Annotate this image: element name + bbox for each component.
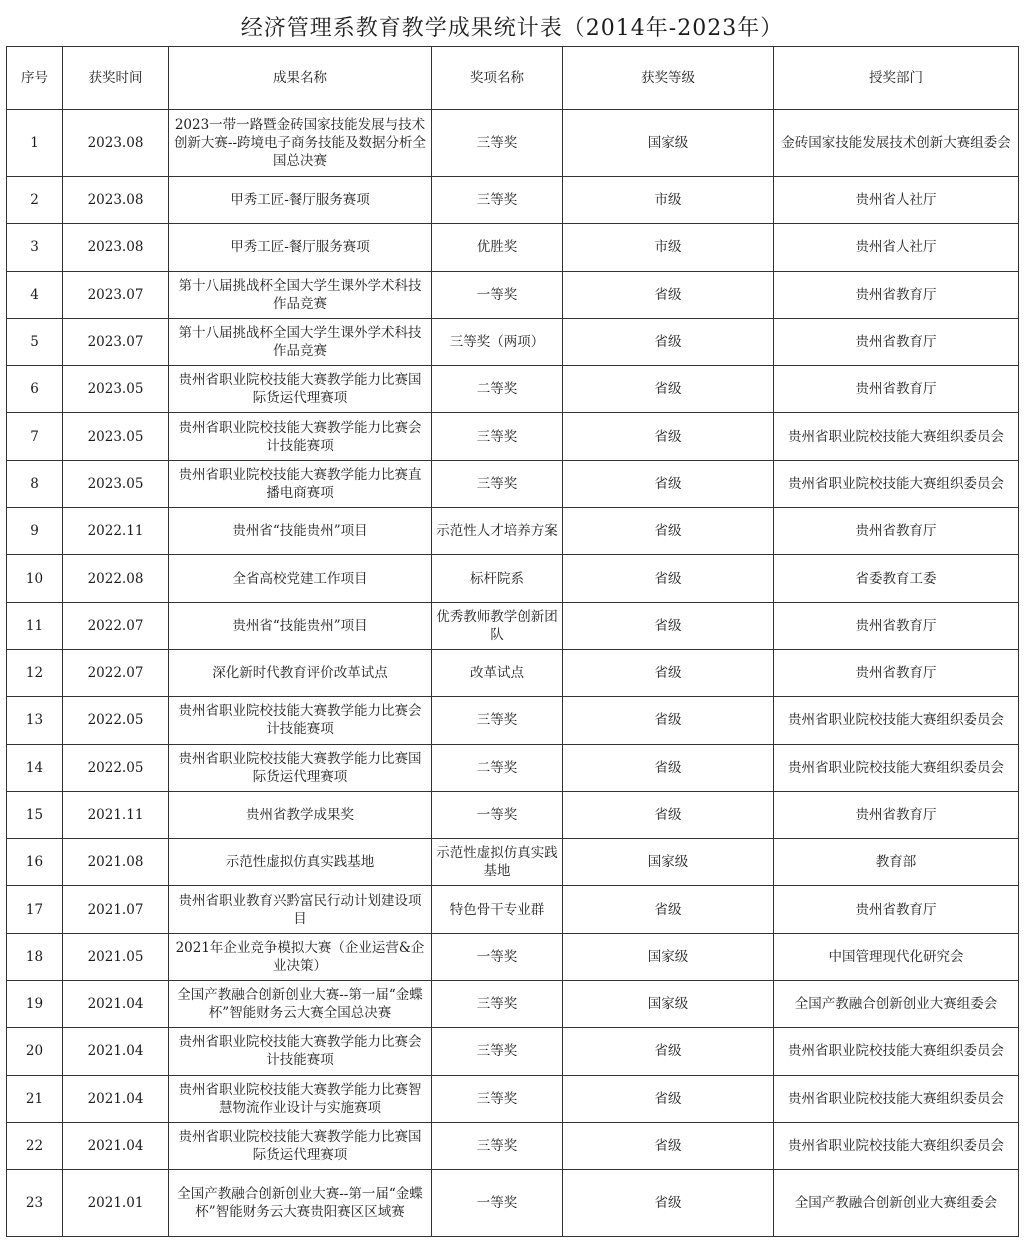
cell-award: 三等奖 bbox=[432, 1075, 563, 1122]
cell-award: 标杆院系 bbox=[432, 555, 563, 602]
cell-award: 三等奖 bbox=[432, 1122, 563, 1169]
cell-index: 3 bbox=[7, 224, 63, 271]
cell-achievement: 贵州省“技能贵州”项目 bbox=[169, 602, 432, 649]
cell-date: 2023.08 bbox=[63, 110, 169, 177]
cell-date: 2021.08 bbox=[63, 839, 169, 886]
cell-award: 优胜奖 bbox=[432, 224, 563, 271]
cell-index: 7 bbox=[7, 413, 63, 460]
cell-award: 三等奖（两项） bbox=[432, 318, 563, 365]
cell-level: 省级 bbox=[563, 460, 774, 507]
table-row bbox=[7, 177, 1019, 224]
cell-achievement: 贵州省职业院校技能大赛教学能力比赛国际货运代理赛项 bbox=[169, 366, 432, 413]
cell-award: 一等奖 bbox=[432, 1170, 563, 1237]
table-row bbox=[7, 1122, 1019, 1169]
cell-date: 2022.07 bbox=[63, 602, 169, 649]
table-row bbox=[7, 791, 1019, 838]
cell-achievement: 示范性虚拟仿真实践基地 bbox=[169, 839, 432, 886]
cell-level: 国家级 bbox=[563, 981, 774, 1028]
cell-date: 2021.01 bbox=[63, 1170, 169, 1237]
cell-department: 贵州省教育厅 bbox=[774, 366, 1019, 413]
cell-index: 8 bbox=[7, 460, 63, 507]
table-row bbox=[7, 697, 1019, 744]
cell-achievement: 贵州省教学成果奖 bbox=[169, 791, 432, 838]
cell-achievement: 贵州省职业院校技能大赛教学能力比赛直播电商赛项 bbox=[169, 460, 432, 507]
page-title: 经济管理系教育教学成果统计表（2014年-2023年） bbox=[240, 16, 784, 41]
cell-index: 17 bbox=[7, 886, 63, 933]
header-achievement: 成果名称 bbox=[169, 47, 432, 110]
cell-index: 11 bbox=[7, 602, 63, 649]
cell-level: 省级 bbox=[563, 1122, 774, 1169]
cell-award: 特色骨干专业群 bbox=[432, 886, 563, 933]
cell-date: 2023.05 bbox=[63, 413, 169, 460]
table-row bbox=[7, 318, 1019, 365]
awards-table bbox=[6, 46, 1019, 1237]
cell-level: 省级 bbox=[563, 413, 774, 460]
cell-index: 19 bbox=[7, 981, 63, 1028]
cell-level: 市级 bbox=[563, 177, 774, 224]
cell-award: 三等奖 bbox=[432, 110, 563, 177]
cell-index: 5 bbox=[7, 318, 63, 365]
table-row bbox=[7, 366, 1019, 413]
cell-achievement: 2023一带一路暨金砖国家技能发展与技术创新大赛--跨境电子商务技能及数据分析全国总决赛 bbox=[169, 110, 432, 177]
cell-level: 国家级 bbox=[563, 110, 774, 177]
cell-level: 省级 bbox=[563, 271, 774, 318]
cell-achievement: 贵州省职业院校技能大赛教学能力比赛智慧物流作业设计与实施赛项 bbox=[169, 1075, 432, 1122]
cell-index: 1 bbox=[7, 110, 63, 177]
cell-award: 二等奖 bbox=[432, 744, 563, 791]
header-row bbox=[7, 47, 1019, 110]
cell-date: 2022.11 bbox=[63, 508, 169, 555]
cell-index: 2 bbox=[7, 177, 63, 224]
cell-achievement: 贵州省职业院校技能大赛教学能力比赛国际货运代理赛项 bbox=[169, 1122, 432, 1169]
cell-index: 14 bbox=[7, 744, 63, 791]
cell-award: 三等奖 bbox=[432, 413, 563, 460]
cell-index: 23 bbox=[7, 1170, 63, 1237]
cell-index: 6 bbox=[7, 366, 63, 413]
header-award: 奖项名称 bbox=[432, 47, 563, 110]
cell-date: 2023.08 bbox=[63, 177, 169, 224]
cell-date: 2023.05 bbox=[63, 366, 169, 413]
cell-achievement: 2021年企业竞争模拟大赛（企业运营&企业决策） bbox=[169, 933, 432, 980]
cell-level: 省级 bbox=[563, 1028, 774, 1075]
cell-level: 省级 bbox=[563, 744, 774, 791]
cell-index: 13 bbox=[7, 697, 63, 744]
table-row bbox=[7, 224, 1019, 271]
cell-date: 2021.07 bbox=[63, 886, 169, 933]
cell-achievement: 贵州省职业院校技能大赛教学能力比赛会计技能赛项 bbox=[169, 413, 432, 460]
header-index: 序号 bbox=[7, 47, 63, 110]
cell-achievement: 贵州省“技能贵州”项目 bbox=[169, 508, 432, 555]
cell-award: 二等奖 bbox=[432, 366, 563, 413]
table-row bbox=[7, 1170, 1019, 1237]
cell-index: 15 bbox=[7, 791, 63, 838]
cell-department: 贵州省教育厅 bbox=[774, 271, 1019, 318]
cell-level: 国家级 bbox=[563, 839, 774, 886]
table-row bbox=[7, 508, 1019, 555]
cell-date: 2023.08 bbox=[63, 224, 169, 271]
cell-date: 2021.04 bbox=[63, 1075, 169, 1122]
table-row bbox=[7, 1075, 1019, 1122]
cell-department: 全国产教融合创新创业大赛组委会 bbox=[774, 1170, 1019, 1237]
cell-department: 中国管理现代化研究会 bbox=[774, 933, 1019, 980]
cell-award: 示范性虚拟仿真实践基地 bbox=[432, 839, 563, 886]
cell-date: 2021.05 bbox=[63, 933, 169, 980]
cell-date: 2023.05 bbox=[63, 460, 169, 507]
cell-date: 2023.07 bbox=[63, 318, 169, 365]
cell-level: 省级 bbox=[563, 697, 774, 744]
table-row bbox=[7, 413, 1019, 460]
table-row bbox=[7, 981, 1019, 1028]
cell-award: 一等奖 bbox=[432, 791, 563, 838]
table-row bbox=[7, 271, 1019, 318]
cell-level: 省级 bbox=[563, 508, 774, 555]
header-date: 获奖时间 bbox=[63, 47, 169, 110]
cell-department: 贵州省教育厅 bbox=[774, 791, 1019, 838]
cell-achievement: 深化新时代教育评价改革试点 bbox=[169, 649, 432, 696]
cell-department: 贵州省人社厅 bbox=[774, 177, 1019, 224]
cell-level: 省级 bbox=[563, 555, 774, 602]
cell-award: 改革试点 bbox=[432, 649, 563, 696]
cell-achievement: 第十八届挑战杯全国大学生课外学术科技作品竞赛 bbox=[169, 318, 432, 365]
cell-level: 省级 bbox=[563, 318, 774, 365]
cell-index: 21 bbox=[7, 1075, 63, 1122]
cell-achievement: 甲秀工匠-餐厅服务赛项 bbox=[169, 224, 432, 271]
cell-date: 2021.04 bbox=[63, 1122, 169, 1169]
cell-date: 2021.04 bbox=[63, 1028, 169, 1075]
cell-department: 贵州省职业院校技能大赛组织委员会 bbox=[774, 744, 1019, 791]
cell-department: 贵州省教育厅 bbox=[774, 508, 1019, 555]
cell-index: 12 bbox=[7, 649, 63, 696]
cell-department: 教育部 bbox=[774, 839, 1019, 886]
cell-award: 一等奖 bbox=[432, 933, 563, 980]
header-level: 获奖等级 bbox=[563, 47, 774, 110]
cell-achievement: 甲秀工匠-餐厅服务赛项 bbox=[169, 177, 432, 224]
header-department: 授奖部门 bbox=[774, 47, 1019, 110]
cell-level: 省级 bbox=[563, 791, 774, 838]
cell-date: 2022.07 bbox=[63, 649, 169, 696]
cell-department: 贵州省职业院校技能大赛组织委员会 bbox=[774, 697, 1019, 744]
table-row bbox=[7, 886, 1019, 933]
cell-level: 省级 bbox=[563, 649, 774, 696]
table-header bbox=[7, 47, 1019, 110]
table-row bbox=[7, 602, 1019, 649]
cell-department: 贵州省职业院校技能大赛组织委员会 bbox=[774, 1122, 1019, 1169]
cell-date: 2022.08 bbox=[63, 555, 169, 602]
cell-department: 贵州省职业院校技能大赛组织委员会 bbox=[774, 460, 1019, 507]
cell-date: 2021.04 bbox=[63, 981, 169, 1028]
cell-department: 贵州省教育厅 bbox=[774, 318, 1019, 365]
cell-achievement: 全省高校党建工作项目 bbox=[169, 555, 432, 602]
cell-department: 贵州省教育厅 bbox=[774, 886, 1019, 933]
cell-award: 三等奖 bbox=[432, 1028, 563, 1075]
cell-award: 三等奖 bbox=[432, 460, 563, 507]
cell-achievement: 第十八届挑战杯全国大学生课外学术科技作品竞赛 bbox=[169, 271, 432, 318]
cell-achievement: 全国产教融合创新创业大赛--第一届“金蝶杯”智能财务云大赛贵阳赛区区域赛 bbox=[169, 1170, 432, 1237]
cell-achievement: 全国产教融合创新创业大赛--第一届“金蝶杯”智能财务云大赛全国总决赛 bbox=[169, 981, 432, 1028]
table-row bbox=[7, 839, 1019, 886]
table-body bbox=[7, 110, 1019, 1237]
cell-department: 全国产教融合创新创业大赛组委会 bbox=[774, 981, 1019, 1028]
cell-award: 三等奖 bbox=[432, 697, 563, 744]
cell-index: 10 bbox=[7, 555, 63, 602]
cell-date: 2022.05 bbox=[63, 744, 169, 791]
cell-department: 贵州省职业院校技能大赛组织委员会 bbox=[774, 1075, 1019, 1122]
table-row bbox=[7, 110, 1019, 177]
table-row bbox=[7, 555, 1019, 602]
cell-level: 省级 bbox=[563, 602, 774, 649]
cell-level: 省级 bbox=[563, 1170, 774, 1237]
cell-department: 贵州省教育厅 bbox=[774, 649, 1019, 696]
cell-award: 优秀教师教学创新团队 bbox=[432, 602, 563, 649]
cell-level: 省级 bbox=[563, 886, 774, 933]
table-row bbox=[7, 649, 1019, 696]
cell-achievement: 贵州省职业院校技能大赛教学能力比赛国际货运代理赛项 bbox=[169, 744, 432, 791]
cell-award: 三等奖 bbox=[432, 981, 563, 1028]
cell-award: 三等奖 bbox=[432, 177, 563, 224]
cell-date: 2023.07 bbox=[63, 271, 169, 318]
cell-level: 省级 bbox=[563, 366, 774, 413]
cell-index: 9 bbox=[7, 508, 63, 555]
cell-index: 20 bbox=[7, 1028, 63, 1075]
cell-level: 国家级 bbox=[563, 933, 774, 980]
cell-department: 贵州省职业院校技能大赛组织委员会 bbox=[774, 413, 1019, 460]
cell-department: 贵州省教育厅 bbox=[774, 602, 1019, 649]
cell-award: 一等奖 bbox=[432, 271, 563, 318]
cell-level: 市级 bbox=[563, 224, 774, 271]
cell-department: 金砖国家技能发展技术创新大赛组委会 bbox=[774, 110, 1019, 177]
cell-level: 省级 bbox=[563, 1075, 774, 1122]
cell-department: 省委教育工委 bbox=[774, 555, 1019, 602]
cell-index: 18 bbox=[7, 933, 63, 980]
cell-achievement: 贵州省职业教育兴黔富民行动计划建设项目 bbox=[169, 886, 432, 933]
cell-award: 示范性人才培养方案 bbox=[432, 508, 563, 555]
table-row bbox=[7, 933, 1019, 980]
table-row bbox=[7, 1028, 1019, 1075]
cell-index: 4 bbox=[7, 271, 63, 318]
cell-index: 22 bbox=[7, 1122, 63, 1169]
cell-achievement: 贵州省职业院校技能大赛教学能力比赛会计技能赛项 bbox=[169, 1028, 432, 1075]
cell-index: 16 bbox=[7, 839, 63, 886]
cell-department: 贵州省人社厅 bbox=[774, 224, 1019, 271]
cell-date: 2021.11 bbox=[63, 791, 169, 838]
cell-achievement: 贵州省职业院校技能大赛教学能力比赛会计技能赛项 bbox=[169, 697, 432, 744]
table-row bbox=[7, 460, 1019, 507]
table-row bbox=[7, 744, 1019, 791]
cell-date: 2022.05 bbox=[63, 697, 169, 744]
cell-department: 贵州省职业院校技能大赛组织委员会 bbox=[774, 1028, 1019, 1075]
